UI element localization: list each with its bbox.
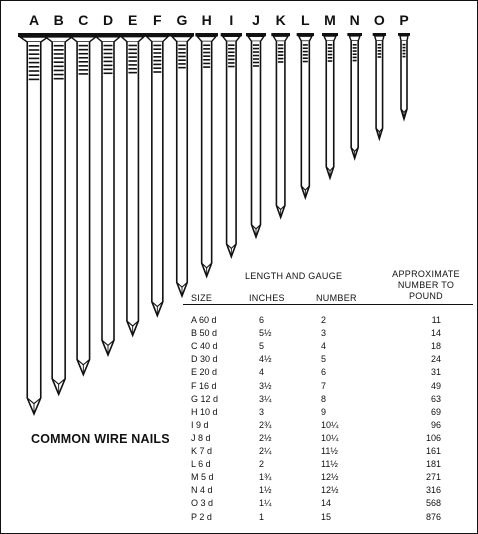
approx-header-line-3: POUND xyxy=(408,291,443,301)
nail-neck xyxy=(400,36,408,41)
nail-groove xyxy=(228,44,235,46)
nail-groove xyxy=(353,60,357,62)
nail-groove xyxy=(353,47,357,49)
nail-letter: P xyxy=(399,12,409,28)
inches-cell: 3¼ xyxy=(259,393,272,404)
nail-groove xyxy=(253,55,259,57)
header-rule xyxy=(183,304,473,305)
table-row xyxy=(1,445,477,458)
nail-groove xyxy=(328,47,333,49)
nail-shank xyxy=(177,42,188,296)
size-cell: E 20 d xyxy=(191,367,218,378)
nail-letter: O xyxy=(373,12,385,28)
nail-letter: N xyxy=(349,12,360,28)
nail-groove xyxy=(153,71,161,73)
table-row xyxy=(1,471,477,484)
table-row xyxy=(1,393,477,406)
inches-cell: 2¼ xyxy=(259,446,272,456)
per-pound-cell: 568 xyxy=(425,498,441,509)
nail-groove xyxy=(353,57,357,59)
nail-groove xyxy=(54,74,64,76)
approx-header-line-2: NUMBER TO xyxy=(397,280,455,290)
inches-cell: 1 xyxy=(259,511,265,522)
nail-groove xyxy=(104,69,113,71)
size-cell: A 60 d xyxy=(191,315,217,325)
inches-cell: 1¾ xyxy=(259,472,272,483)
nail-groove xyxy=(54,70,64,72)
nail-groove xyxy=(253,44,259,46)
inches-cell: 4 xyxy=(259,367,265,378)
nail-groove xyxy=(203,66,210,68)
nail-groove xyxy=(29,53,40,55)
nail-groove xyxy=(378,47,382,49)
nail-groove xyxy=(153,45,161,47)
nail-shank xyxy=(227,41,237,256)
nail-p xyxy=(398,12,410,119)
figure-caption: COMMON WIRE NAILS xyxy=(31,432,170,446)
nail-letter: F xyxy=(153,12,162,28)
nail-groove xyxy=(178,59,186,61)
per-pound-cell: 271 xyxy=(425,472,441,483)
nail-shank xyxy=(102,42,114,355)
nail-groove xyxy=(54,45,64,47)
nail-neck xyxy=(147,37,168,42)
gauge-number-cell: 9 xyxy=(321,406,327,417)
nail-letter: I xyxy=(229,12,234,28)
per-pound-cell: 14 xyxy=(430,328,441,339)
nail-e xyxy=(119,12,146,335)
nail-groove xyxy=(104,53,113,55)
per-pound-cell: 18 xyxy=(430,341,441,352)
nail-m xyxy=(322,12,338,178)
nail-neck xyxy=(71,37,96,42)
size-cell: L 6 d xyxy=(191,459,211,470)
nail-shank xyxy=(351,41,358,158)
nail-groove xyxy=(178,52,186,54)
size-cell: D 30 d xyxy=(191,354,218,365)
nail-groove xyxy=(203,48,210,50)
nail-groove xyxy=(378,44,382,46)
nail-groove xyxy=(29,45,40,47)
nail-letter: H xyxy=(201,12,212,28)
size-cell: F 16 d xyxy=(191,380,217,391)
size-cell: J 8 d xyxy=(191,432,211,443)
approx-header-line-1: APPROXIMATE xyxy=(392,269,460,279)
col-header-number: NUMBER xyxy=(316,293,357,303)
nail-groove xyxy=(303,47,308,49)
inches-cell: 1¼ xyxy=(259,498,272,509)
nail-neck xyxy=(197,36,216,41)
nail-l xyxy=(297,12,314,198)
nail-groove xyxy=(278,44,284,46)
per-pound-cell: 876 xyxy=(425,511,441,522)
per-pound-cell: 181 xyxy=(425,459,441,470)
inches-cell: 3½ xyxy=(259,380,272,391)
gauge-number-cell: 15 xyxy=(321,511,332,522)
nail-groove xyxy=(153,48,161,50)
size-cell: O 3 d xyxy=(191,498,214,509)
nail-groove xyxy=(79,65,89,67)
gauge-number-cell: 11½ xyxy=(321,446,338,456)
table-row xyxy=(1,353,477,366)
gauge-number-cell: 11½ xyxy=(321,459,338,470)
nail-groove xyxy=(178,45,186,47)
table-row xyxy=(1,497,477,510)
nail-groove xyxy=(29,62,40,64)
col-header-size: SIZE xyxy=(191,293,213,303)
table-row xyxy=(1,380,477,393)
per-pound-cell: 31 xyxy=(430,367,441,378)
table-row xyxy=(1,327,477,340)
nail-groove xyxy=(128,64,137,66)
nail-groove xyxy=(353,53,357,55)
gauge-number-cell: 4 xyxy=(321,341,327,352)
length-gauge-header: LENGTH AND GAUGE xyxy=(245,271,343,281)
table-row xyxy=(1,340,477,353)
nail-neck xyxy=(349,36,360,41)
nail-n xyxy=(347,12,362,158)
nail-groove xyxy=(29,70,40,72)
per-pound-cell: 11 xyxy=(431,315,441,325)
nail-letter: B xyxy=(53,12,64,28)
gauge-number-cell: 10¼ xyxy=(321,432,339,443)
nail-neck xyxy=(273,36,288,41)
size-cell: P 2 d xyxy=(191,511,212,522)
nail-groove xyxy=(403,53,406,55)
nail-groove xyxy=(303,54,308,56)
nail-groove xyxy=(54,61,64,63)
nail-shank xyxy=(202,41,212,276)
nail-j xyxy=(246,12,266,237)
size-cell: I 9 d xyxy=(191,419,209,430)
nail-letter: E xyxy=(127,12,138,28)
nail-groove xyxy=(328,51,333,53)
nail-groove xyxy=(153,67,161,69)
nail-neck xyxy=(96,37,120,42)
table-row xyxy=(1,484,477,497)
size-cell: G 12 d xyxy=(191,393,219,404)
size-cell: C 40 d xyxy=(191,341,218,352)
nail-groove xyxy=(278,48,284,50)
nail-groove xyxy=(178,67,186,69)
nail-groove xyxy=(153,56,161,58)
nail-k xyxy=(271,12,290,217)
nail-groove xyxy=(278,54,284,56)
gauge-number-cell: 5 xyxy=(321,354,327,365)
nail-letter: K xyxy=(275,12,286,28)
inches-cell: 5 xyxy=(259,341,265,352)
gauge-number-cell: 10¼ xyxy=(321,419,339,430)
nail-groove xyxy=(104,57,113,59)
nail-groove xyxy=(378,50,382,52)
gauge-number-cell: 3 xyxy=(321,328,327,339)
per-pound-cell: 63 xyxy=(430,393,441,404)
nail-groove xyxy=(378,56,382,58)
nail-groove xyxy=(228,51,235,53)
gauge-number-cell: 7 xyxy=(321,380,327,391)
nail-neck xyxy=(324,36,336,41)
nail-groove xyxy=(54,66,64,68)
nail-neck xyxy=(248,36,264,41)
nail-groove xyxy=(353,44,357,46)
nail-i xyxy=(221,12,242,257)
inches-cell: 2 xyxy=(259,459,265,470)
approx-number-header xyxy=(386,269,466,302)
nail-groove xyxy=(253,58,259,60)
nail-groove xyxy=(29,49,40,51)
gauge-number-cell: 8 xyxy=(321,393,327,404)
nail-groove xyxy=(128,60,137,62)
nail-groove xyxy=(403,56,406,58)
nail-groove xyxy=(153,64,161,66)
per-pound-cell: 106 xyxy=(425,432,441,443)
nail-groove xyxy=(29,74,40,76)
nail-groove xyxy=(203,52,210,54)
nail-groove xyxy=(278,61,284,63)
nail-letter: J xyxy=(252,12,260,28)
nail-groove xyxy=(178,63,186,65)
nail-groove xyxy=(328,60,333,62)
nail-groove xyxy=(328,44,333,46)
nail-groove xyxy=(228,62,235,64)
table-row xyxy=(1,458,477,471)
nail-o xyxy=(373,12,386,139)
nail-groove xyxy=(228,59,235,61)
nail-groove xyxy=(303,61,308,63)
nail-letter: C xyxy=(78,12,89,28)
inches-cell: 2¾ xyxy=(259,419,272,430)
size-cell: M 5 d xyxy=(191,472,214,483)
gauge-number-cell: 12½ xyxy=(321,485,339,496)
nail-groove xyxy=(79,53,89,55)
nail-neck xyxy=(172,37,192,42)
nail-neck xyxy=(223,36,240,41)
nail-shank xyxy=(127,42,139,336)
nail-groove xyxy=(203,44,210,46)
nail-groove xyxy=(228,48,235,50)
nail-shank xyxy=(252,41,261,237)
nail-groove xyxy=(303,57,308,59)
gauge-number-cell: 12½ xyxy=(321,472,339,483)
nail-groove xyxy=(253,48,259,50)
per-pound-cell: 316 xyxy=(425,485,441,496)
nail-groove xyxy=(128,52,137,54)
nail-groove xyxy=(178,48,186,50)
col-header-inches: INCHES xyxy=(249,293,285,303)
table-row xyxy=(1,314,477,327)
nail-shank xyxy=(152,42,163,316)
nail-letter: M xyxy=(324,12,336,28)
nail-groove xyxy=(303,44,308,46)
size-cell: B 50 d xyxy=(191,328,218,339)
nail-d xyxy=(94,12,122,355)
per-pound-cell: 96 xyxy=(430,419,441,430)
inches-cell: 4½ xyxy=(259,354,272,365)
nail-groove xyxy=(79,69,89,71)
nail-groove xyxy=(153,60,161,62)
nail-letter: L xyxy=(301,12,310,28)
nail-f xyxy=(145,12,170,316)
nail-groove xyxy=(54,57,64,59)
table-row xyxy=(1,511,477,524)
nail-groove xyxy=(153,52,161,54)
gauge-number-cell: 2 xyxy=(321,315,327,325)
gauge-number-cell: 6 xyxy=(321,367,327,378)
nail-groove xyxy=(403,50,406,52)
nail-groove xyxy=(403,47,406,49)
nail-groove xyxy=(29,79,40,81)
nail-groove xyxy=(79,49,89,51)
nail-shank xyxy=(301,41,309,198)
nail-neck xyxy=(20,37,48,42)
per-pound-cell: 24 xyxy=(430,354,441,365)
nail-shank xyxy=(376,41,383,139)
nail-groove xyxy=(353,50,357,52)
inches-cell: 6 xyxy=(259,315,265,325)
nail-groove xyxy=(378,53,382,55)
per-pound-cell: 49 xyxy=(430,380,441,391)
nail-groove xyxy=(303,51,308,53)
nail-groove xyxy=(29,58,40,60)
inches-cell: 3 xyxy=(259,406,265,417)
nail-groove xyxy=(278,51,284,53)
nail-shank xyxy=(276,41,285,217)
nail-g xyxy=(170,12,194,296)
nail-groove xyxy=(403,44,406,46)
nail-groove xyxy=(278,58,284,60)
size-cell: N 4 d xyxy=(191,485,213,496)
nail-neck xyxy=(121,37,144,42)
nail-groove xyxy=(328,54,333,56)
nail-groove xyxy=(104,61,113,63)
nail-groove xyxy=(79,61,89,63)
nail-groove xyxy=(228,55,235,57)
nail-groove xyxy=(228,66,235,68)
table-row xyxy=(1,366,477,379)
nail-h xyxy=(195,12,218,276)
nail-groove xyxy=(79,57,89,59)
nail-groove xyxy=(178,56,186,58)
nail-groove xyxy=(104,65,113,67)
table-row xyxy=(1,419,477,432)
nail-groove xyxy=(128,56,137,58)
nail-letter: D xyxy=(102,12,114,28)
nail-groove xyxy=(203,63,210,65)
nail-groove xyxy=(104,45,113,47)
size-cell: K 7 d xyxy=(191,446,213,456)
nail-groove xyxy=(128,45,137,47)
inches-cell: 5½ xyxy=(259,328,272,339)
nail-neck xyxy=(45,37,72,42)
nail-groove xyxy=(253,65,259,67)
nail-groove xyxy=(128,72,137,74)
gauge-number-cell: 14 xyxy=(321,498,332,509)
nail-shank xyxy=(401,41,407,119)
inches-cell: 2½ xyxy=(259,432,272,443)
nail-groove xyxy=(128,68,137,70)
nail-groove xyxy=(203,59,210,61)
table-row xyxy=(1,406,477,419)
nail-groove xyxy=(54,78,64,80)
nail-groove xyxy=(54,53,64,55)
nail-letter: A xyxy=(28,12,40,28)
inches-cell: 1½ xyxy=(259,485,272,496)
nail-groove xyxy=(104,49,113,51)
nail-groove xyxy=(79,73,89,75)
nail-groove xyxy=(54,49,64,51)
size-cell: H 10 d xyxy=(191,406,218,417)
nail-groove xyxy=(104,72,113,74)
nail-letter: G xyxy=(176,12,188,28)
per-pound-cell: 161 xyxy=(425,446,441,456)
nail-neck xyxy=(299,36,312,41)
nail-groove xyxy=(253,51,259,53)
nail-neck xyxy=(375,36,384,41)
nail-groove xyxy=(253,62,259,64)
nail-groove xyxy=(29,66,40,68)
nail-groove xyxy=(79,45,89,47)
per-pound-cell: 69 xyxy=(430,406,441,417)
nail-groove xyxy=(328,57,333,59)
nail-groove xyxy=(128,49,137,51)
nail-groove xyxy=(203,55,210,57)
